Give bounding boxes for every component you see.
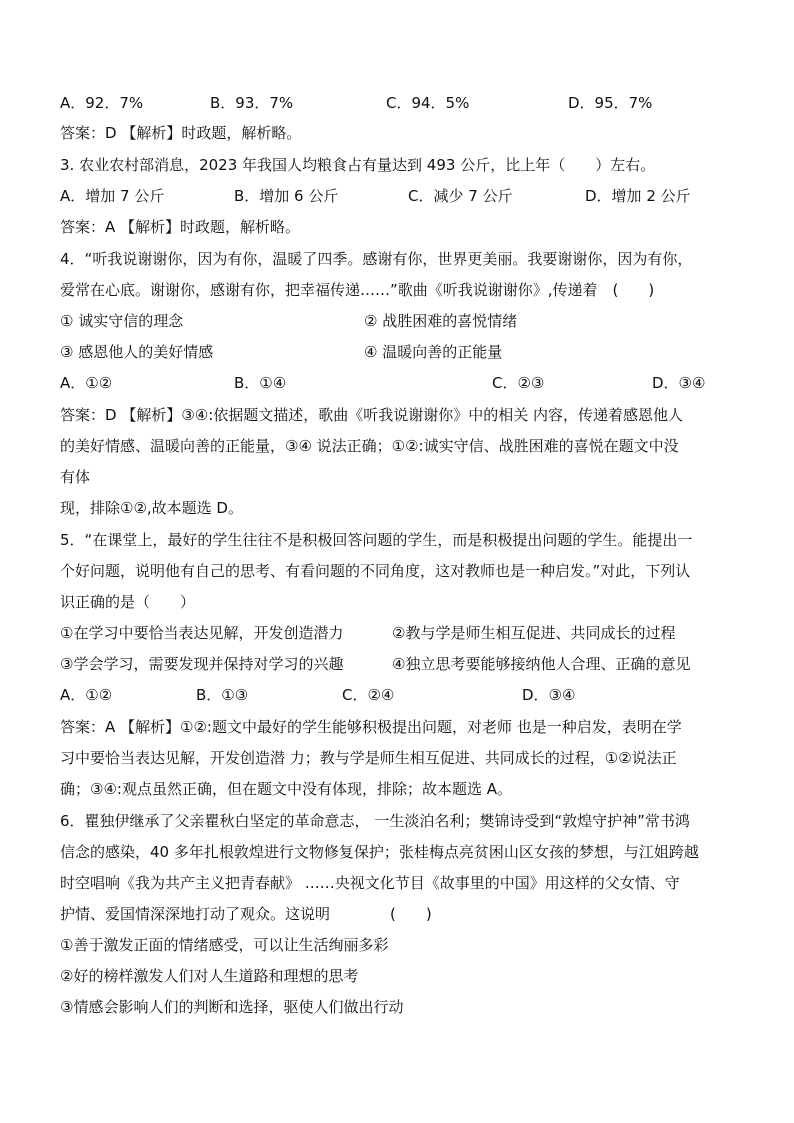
q3-option-b: B．增加 6 公斤 <box>234 187 339 205</box>
q5-option-b: B．①③ <box>196 686 249 704</box>
q2-answer: 答案：D 【解析】时政题，解析略。 <box>60 124 302 142</box>
q5-stem-line-3: 识正确的是（ ） <box>60 593 196 611</box>
q6-stem-line-2: 信念的感染，40 多年扎根敦煌进行文物修复保护；张桂梅点亮贫困山区女孩的梦想，与江姐跨越 <box>60 843 699 861</box>
q3-answer: 答案：A 【解析】时政题，解析略。 <box>60 218 301 236</box>
q5-option-a: A．①② <box>60 686 113 704</box>
q3-option-a: A．增加 7 公斤 <box>60 187 165 205</box>
q4-option-d: D．③④ <box>652 374 706 392</box>
q4-option-b: B．①④ <box>234 374 287 392</box>
q6-stem-line-4: 护情、爱国情深深地打动了观众。这说明 ( ) <box>60 905 432 923</box>
q4-item-2: ② 战胜困难的喜悦情绪 <box>364 312 518 330</box>
q4-option-c: C．②③ <box>492 374 545 392</box>
q3-option-d: D．增加 2 公斤 <box>585 187 691 205</box>
q5-item-1: ①在学习中要恰当表达见解，开发创造潜力 <box>60 624 344 642</box>
q5-item-4: ④独立思考要能够接纳他人合理、正确的意见 <box>392 655 691 673</box>
q4-stem-line-2: 爱常在心底。谢谢你，感谢有你，把幸福传递……”歌曲《听我说谢谢你》,传递着 ( ) <box>60 281 655 299</box>
q4-answer-line-4: 现，排除①②,故本题选 D。 <box>60 499 243 517</box>
q6-stem-line-1: 6．瞿独伊继承了父亲瞿秋白坚定的革命意志， 一生淡泊名利；樊锦诗受到“敦煌守护神”常书鸿 <box>60 812 690 830</box>
q5-item-2: ②教与学是师生相互促进、共同成长的过程 <box>392 624 676 642</box>
q2-option-d: D．95．7% <box>568 94 653 112</box>
q4-answer-line-1: 答案：D 【解析】③④:依据题文描述，歌曲《听我说谢谢你》中的相关 内容，传递着感恩他人 <box>60 406 684 424</box>
q2-option-b: B．93．7% <box>210 94 294 112</box>
q4-item-4: ④ 温暖向善的正能量 <box>364 343 503 361</box>
q6-item-2: ②好的榜样激发人们对人生道路和理想的思考 <box>60 967 359 985</box>
q4-item-1: ① 诚实守信的理念 <box>60 312 184 330</box>
q6-stem-line-3: 时空唱响《我为共产主义把青春献》 ……央视文化节目《故事里的中国》用这样的父女情、守 <box>60 874 680 892</box>
q5-answer-line-1: 答案：A 【解析】①②:题文中最好的学生能够积极提出问题，对老师 也是一种启发，表明在学 <box>60 718 682 736</box>
q5-stem-line-2: 个好问题，说明他有自己的思考、有看问题的不同角度，这对教师也是一种启发。”对此，下列认 <box>60 562 691 580</box>
q6-item-3: ③情感会影响人们的判断和选择，驱使人们做出行动 <box>60 998 404 1016</box>
q5-option-d: D．③④ <box>522 686 576 704</box>
q3-option-c: C．减少 7 公斤 <box>408 187 513 205</box>
q4-answer-line-2: 的美好情感、温暖向善的正能量，③④ 说法正确；①②:诚实守信、战胜困难的喜悦在题文中没 <box>60 437 679 455</box>
q3-stem: 3. 农业农村部消息，2023 年我国人均粮食占有量达到 493 公斤，比上年（ ）左右。 <box>60 156 656 174</box>
q6-item-1: ①善于激发正面的情绪感受，可以让生活绚丽多彩 <box>60 936 389 954</box>
q4-stem-line-1: 4．“听我说谢谢你，因为有你，温暖了四季。感谢有你，世界更美丽。我要谢谢你，因为有你， <box>60 250 693 268</box>
q5-item-3: ③学会学习，需要发现并保持对学习的兴趣 <box>60 655 344 673</box>
q5-answer-line-2: 习中要恰当表达见解，开发创造潜 力；教与学是师生相互促进、共同成长的过程，①②说法正 <box>60 749 677 767</box>
q4-option-a: A．①② <box>60 374 113 392</box>
q5-stem-line-1: 5．“在课堂上，最好的学生往往不是积极回答问题的学生，而是积极提出问题的学生。能提出一 <box>60 531 693 549</box>
q5-option-c: C．②④ <box>342 686 395 704</box>
q5-answer-line-3: 确；③④:观点虽然正确，但在题文中没有体现，排除；故本题选 A。 <box>60 780 512 798</box>
q4-answer-line-3: 有体 <box>60 468 91 486</box>
q2-option-c: C．94．5% <box>386 94 470 112</box>
q2-option-a: A．92．7% <box>60 94 144 112</box>
q4-item-3: ③ 感恩他人的美好情感 <box>60 343 214 361</box>
